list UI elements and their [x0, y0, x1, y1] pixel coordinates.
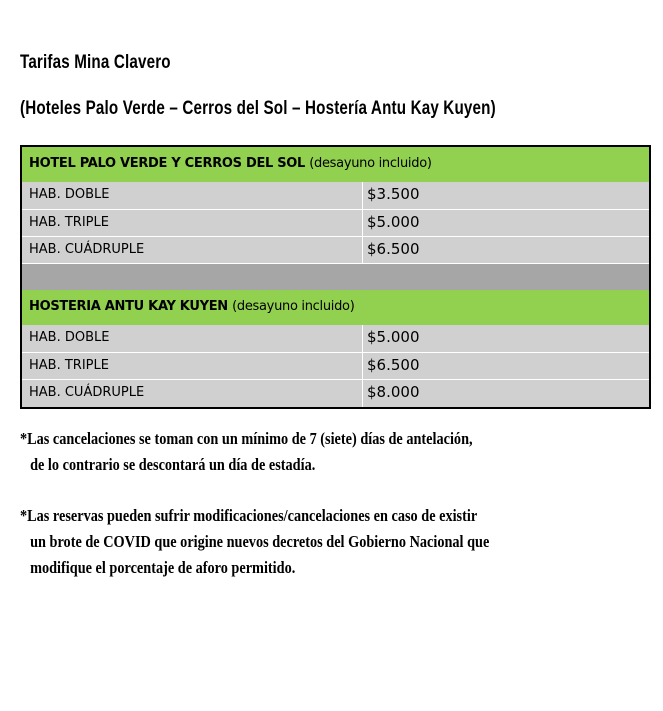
note-line: un brote de COVID que origine nuevos decretos del Gobierno Nacional que: [30, 532, 490, 551]
note-line: modifique el porcentaje de aforo permitido.: [30, 558, 296, 577]
note-line: *Las cancelaciones se toman con un mínimo de 7 (siete) días de antelación,: [20, 429, 473, 448]
table-row: [22, 325, 649, 352]
room-price: $6.500: [367, 240, 420, 258]
table-row: [22, 209, 649, 236]
cancellation-note: [20, 426, 473, 478]
room-type: HAB. DOBLE: [29, 187, 110, 202]
room-type: HAB. TRIPLE: [29, 215, 109, 230]
section-note: (desayuno incluido): [232, 299, 355, 314]
room-price: $6.500: [367, 356, 420, 374]
section-header-antu-kay-kuyen: [22, 290, 649, 325]
room-price: $5.000: [367, 213, 420, 231]
section-name: HOTEL PALO VERDE Y CERROS DEL SOL: [29, 156, 306, 171]
section-name: HOSTERIA ANTU KAY KUYEN: [29, 299, 228, 314]
room-price: $3.500: [367, 185, 420, 203]
table-row: [22, 182, 649, 209]
table-row: [22, 236, 649, 263]
room-type: HAB. CUÁDRUPLE: [29, 242, 145, 257]
table-row: [22, 379, 649, 407]
page-subtitle: (Hoteles Palo Verde – Cerros del Sol – Hostería Antu Kay Kuyen): [20, 98, 496, 119]
note-line: *Las reservas pueden sufrir modificaciones/cancelaciones en caso de existir: [20, 506, 478, 525]
note-line: de lo contrario se descontará un día de estadía.: [30, 455, 316, 474]
room-price: $8.000: [367, 383, 420, 401]
section-note: (desayuno incluido): [309, 156, 432, 171]
room-price: $5.000: [367, 328, 420, 346]
room-type: HAB. CUÁDRUPLE: [29, 385, 145, 400]
room-type: HAB. TRIPLE: [29, 358, 109, 373]
table-row: [22, 352, 649, 379]
section-separator: [22, 263, 649, 290]
rates-table: [20, 145, 651, 409]
section-header-palo-verde: [22, 147, 649, 182]
covid-note: [20, 503, 489, 581]
page-title: Tarifas Mina Clavero: [20, 52, 171, 73]
room-type: HAB. DOBLE: [29, 330, 110, 345]
